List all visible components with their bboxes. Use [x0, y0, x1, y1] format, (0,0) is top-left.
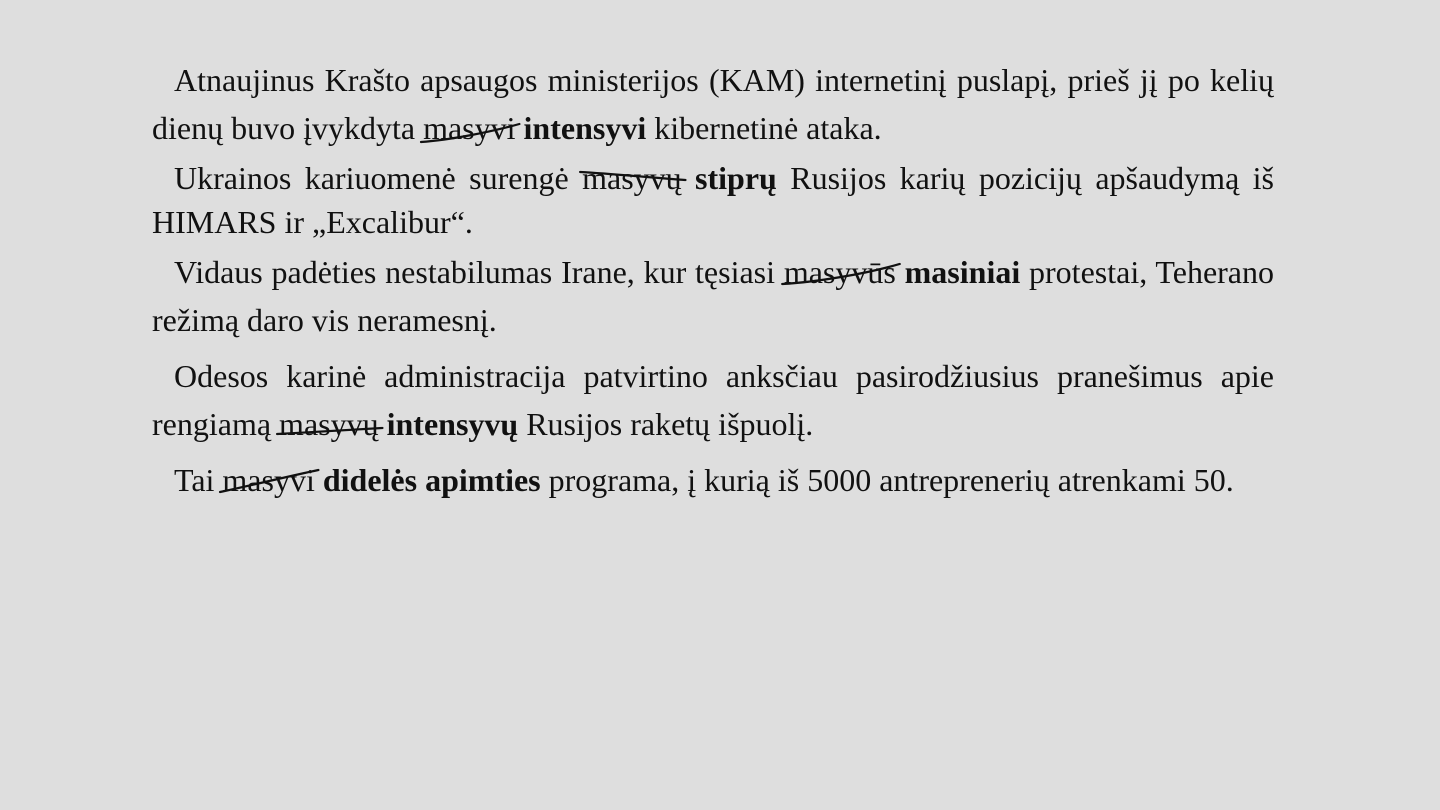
- paragraph-text: kibernetinė ataka.: [646, 110, 882, 146]
- paragraph-text: Tai: [174, 462, 223, 498]
- struck-word: [222, 456, 314, 504]
- paragraph-text: programa, į kurią iš 5000 antreprenerių atrenkami 50.: [540, 462, 1234, 498]
- struck-word: [279, 400, 379, 448]
- struck-word-text: masyvų: [279, 406, 379, 442]
- replacement-word: intensyvų: [386, 406, 519, 442]
- paragraph-2: [152, 156, 1274, 244]
- paragraph-text: Vidaus padėties nestabilumas Irane, kur tęsiasi: [174, 254, 784, 290]
- struck-word-text: masyvi: [423, 110, 516, 146]
- paragraph-3: [152, 248, 1274, 344]
- struck-word-text: masyvų: [582, 160, 682, 196]
- paragraph-text: Rusijos karių pozicijų apšaudymą iš HIMARS ir „Excalibur“.: [152, 160, 1275, 240]
- replacement-word: intensyvi: [523, 110, 647, 146]
- struck-word-text: masyvi: [222, 462, 315, 498]
- replacement-word: masiniai: [904, 254, 1021, 290]
- replacement-word: didelės apimties: [322, 462, 541, 498]
- text-body: [152, 56, 1274, 508]
- paragraph-text: protestai, Teherano režimą daro vis neramesnį.: [152, 254, 1275, 338]
- struck-word: [582, 156, 682, 200]
- paragraph-text: Ukrainos kariuomenė surengė: [174, 160, 583, 196]
- struck-word-text: masyvūs: [783, 254, 896, 290]
- paragraph-5: [152, 456, 1274, 504]
- struck-word: [423, 104, 515, 152]
- paragraph-text: Odesos karinė administracija patvirtino anksčiau pasirodžiusius pranešimus apie rengiamą: [152, 358, 1274, 442]
- paragraph-1: [152, 56, 1274, 152]
- paragraph-text: Rusijos raketų išpuolį.: [518, 406, 814, 442]
- replacement-word: stiprų: [695, 160, 777, 196]
- paragraph-text: Atnaujinus Krašto apsaugos ministerijos (KAM) internetinį puslapį, prieš jį po kelių dienų buvo įvykdyta: [152, 62, 1274, 146]
- struck-word: [784, 248, 896, 296]
- paragraph-4: [152, 352, 1274, 448]
